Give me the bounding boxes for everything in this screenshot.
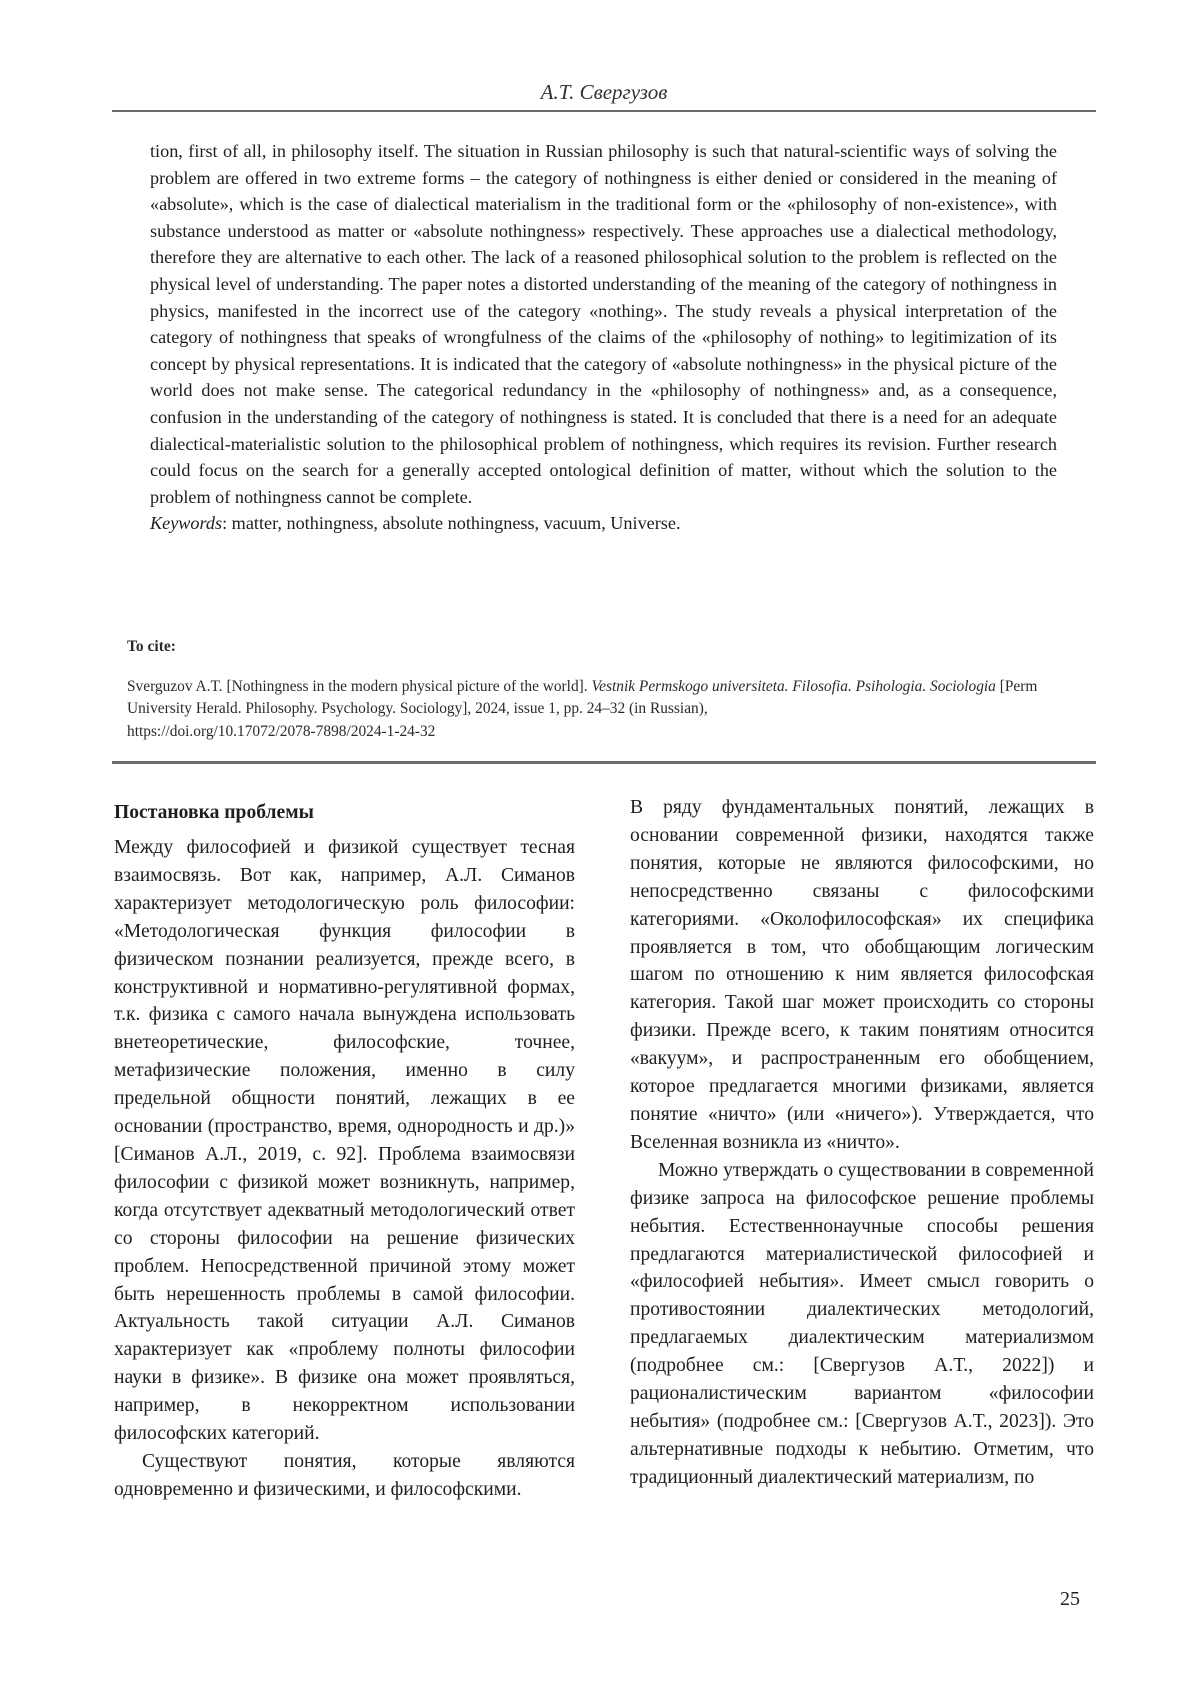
body-column-left: [114, 800, 575, 1504]
citation-doi-link[interactable]: https://doi.org/10.17072/2078-7898/2024-1-24-32: [127, 722, 436, 740]
abstract-block: [150, 138, 1057, 537]
citation-block: [127, 636, 1077, 743]
body-paragraph: Существуют понятия, которые являются одновременно и физическими, и философскими.: [114, 1450, 575, 1500]
citation-journal: Vestnik Permskogo universiteta. Filosofia. Psihologia. Sociologia: [591, 677, 996, 695]
citation-part2: [Perm University Herald. Philosophy. Psychology. Sociology], 2024, issue 1, pp. 24–32 (in Russian),: [127, 677, 1038, 717]
body-paragraph: Между философией и физикой существует тесная взаимосвязь. Вот как, например, А.Л. Симанов характеризует методологическую роль философии: «Методологическая функция философии в физическом познании реализуется, прежде всего, в конструктивной и нормативно-регулятивной формах, т.к. физика с самого начала вынуждена использовать внетеоретические, философские, точнее, метафизические положения, именно в силу предельной общности понятий, лежащих в ее основании (пространство, время, однородность и др.)» [Симанов А.Л., 2019, с. 92]. Проблема взаимосвязи философии с физикой может возникнуть, например, когда отсутствует адекватный методологический ответ со стороны философии на решение физических проблем. Непосредственной причиной этому может быть нерешенность проблемы в самой философии. Актуальность такой ситуации А.Л. Симанов характеризует как «проблему полноты философии науки в физике». В физике она может проявляться, например, в некорректном использовании философских категорий.: [114, 837, 575, 1445]
abstract-text: tion, first of all, in philosophy itself. The situation in Russian philosophy is such that natural-scientific ways of solving the problem are offered in two extreme forms – the category of nothingness is either denied or considered in the meaning of «absolute», which is the case of dialectical materialism in the traditional form or the «philosophy of non-existence», with substance understood as matter or «absolute nothingness» respectively. These approaches use a dialectical methodology, therefore they are alternative to each other. The lack of a reasoned philosophical solution to the problem is reflected on the physical level of understanding. The paper notes a distorted understanding of the meaning of the category of nothingness in physics, manifested in the incorrect use of the category «nothing». The study reveals a physical interpretation of the category of nothingness that speaks of wrongfulness of the claims of the «philosophy of nothing» to legitimization of its concept by physical representations. It is indicated that the category of «absolute nothingness» in the physical picture of the world does not make sense. The categorical redundancy in the «philosophy of nothingness» and, as a consequence, confusion in the understanding of the category of nothingness is stated. It is concluded that there is a need for an adequate dialectical-materialistic solution to the philosophical problem of nothingness, which requires its revision. Further research could focus on the search for a generally accepted ontological definition of matter, without which the solution to the problem of nothingness cannot be complete.: [150, 141, 1057, 507]
section-heading: Постановка проблемы: [114, 802, 314, 823]
keywords-list: : matter, nothingness, absolute nothingness, vacuum, Universe.: [222, 513, 681, 534]
body-paragraph: Можно утверждать о существовании в современной физике запроса на философское решение проблемы небытия. Естественнонаучные способы решения предлагаются материалистической философией и «философией небытия». Имеет смысл говорить о противостоянии диалектических методологий, предлагаемых диалектическим материализмом (подробнее см.: [Свергузов А.Т., 2022]) и рационалистическим вариантом «философии небытия» (подробнее см.: [Свергузов А.Т., 2023]). Это альтернативные подходы к небытию. Отметим, что традиционный диалектический материализм, по: [630, 1159, 1094, 1488]
citation-title: To cite:: [127, 638, 176, 655]
keywords-label: Keywords: [150, 513, 223, 534]
section-rule-divider: [112, 761, 1096, 764]
header-rule-divider: [112, 110, 1096, 112]
citation-part1: Sverguzov A.T. [Nothingness in the modern physical picture of the world].: [127, 677, 592, 695]
running-head-author: А.Т. Свергузов: [540, 80, 668, 104]
body-paragraph: В ряду фундаментальных понятий, лежащих в основании современной физики, находятся также понятия, которые не являются философскими, но непосредственно связаны с философскими категориями. «Околофилософская» их специфика проявляется в том, что обобщающим логическим шагом по отношению к ним является философская категория. Такой шаг может происходить со стороны физики. Прежде всего, к таким понятиям относится «вакуум», и распространенным его обобщением, которое предлагается многими физиками, является понятие «ничто» (или «ничего»). Утверждается, что Вселенная возникла из «ничто».: [630, 797, 1094, 1153]
keywords-line: [150, 510, 1057, 537]
page-number: 25: [1060, 1588, 1080, 1610]
citation-text: [127, 676, 1077, 744]
body-column-right: [630, 794, 1094, 1492]
